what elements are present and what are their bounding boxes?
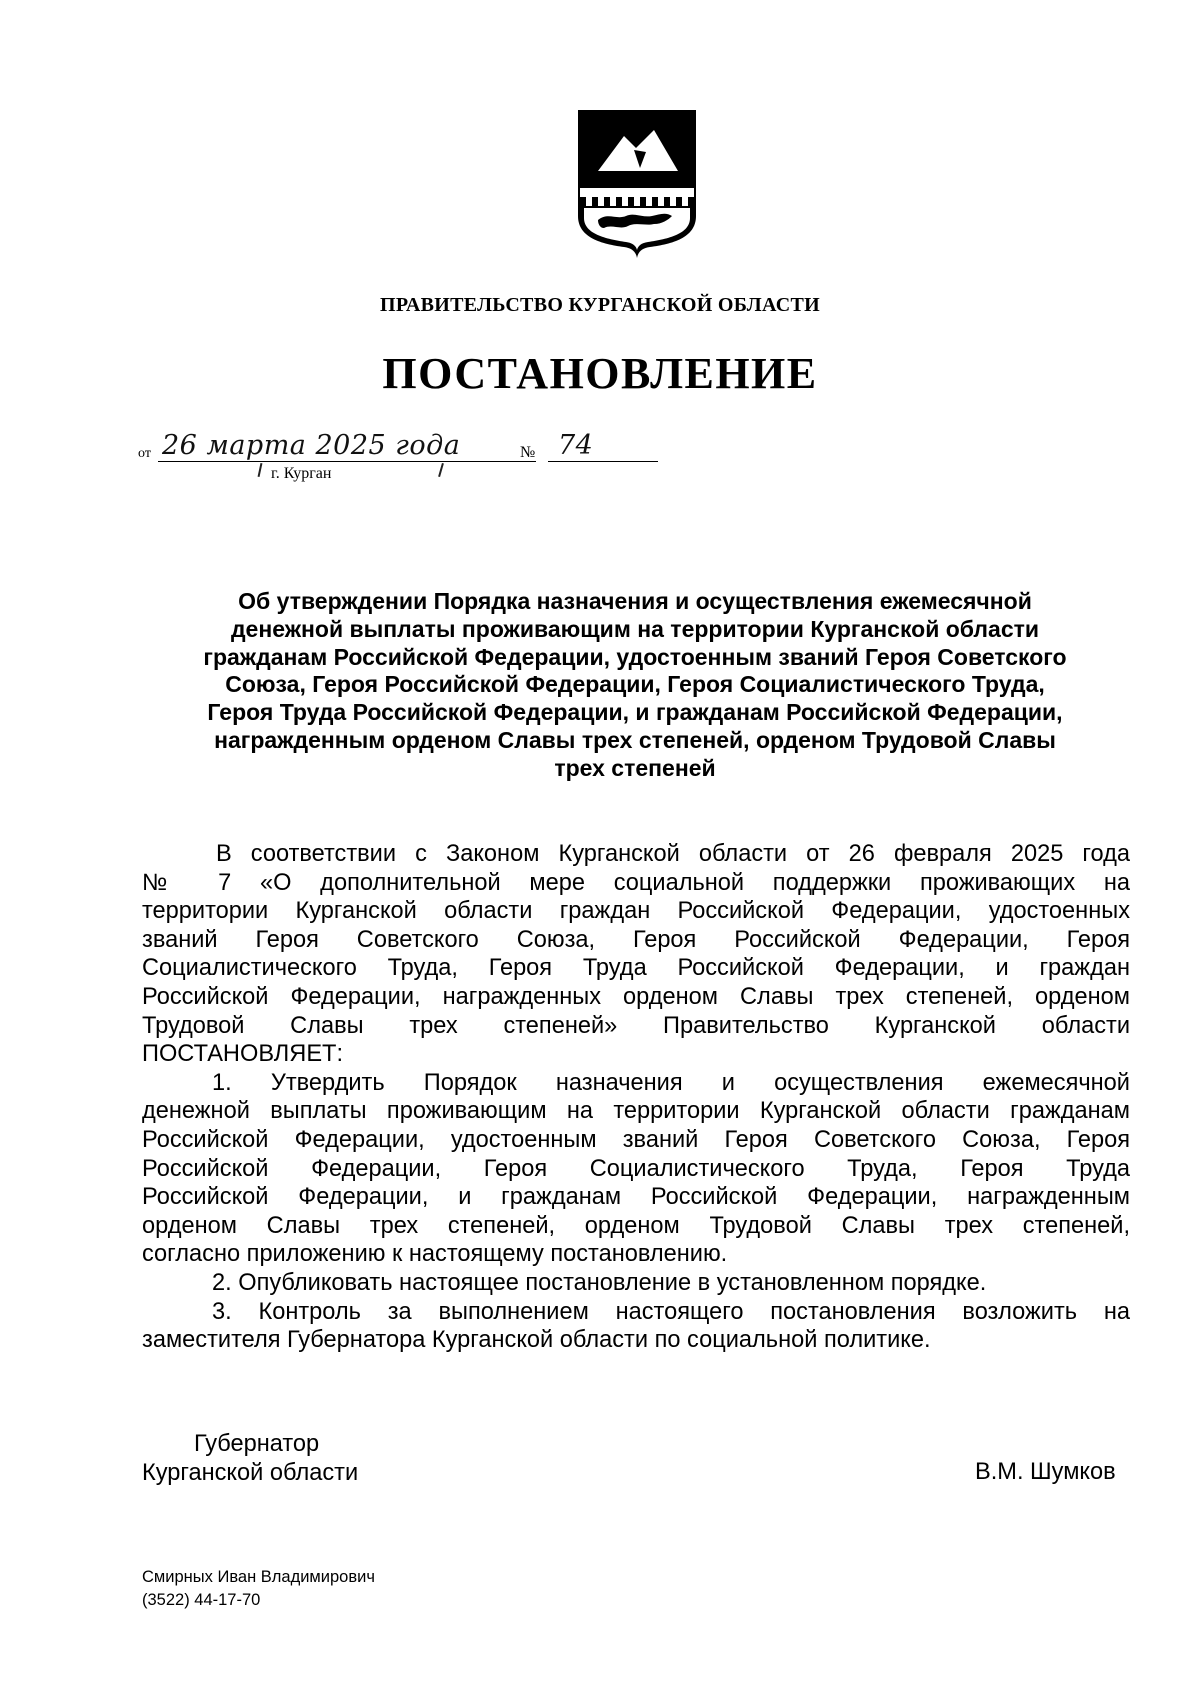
government-name: ПРАВИТЕЛЬСТВО КУРГАНСКОЙ ОБЛАСТИ: [380, 294, 820, 316]
body-line: В соответствии с Законом Курганской области от 26 февраля 2025 года: [216, 841, 1130, 867]
body-line: ПОСТАНОВЛЯЕТ:: [142, 1041, 344, 1068]
signatory-region: Курганской области: [142, 1460, 359, 1486]
document-date: 26 марта 2025 года: [162, 430, 461, 461]
body-line: Трудовой Славы трех степеней» Правительство Курганской области: [142, 1012, 1130, 1039]
body-line: территории Курганской области граждан Российской Федерации, удостоенных: [142, 898, 1130, 925]
number-label: №: [520, 444, 536, 461]
body-line: согласно приложению к настоящему постановлению.: [142, 1241, 728, 1268]
document-number: 74: [558, 430, 594, 461]
body-line: Российской Федерации, и гражданам Российской Федерации, награжденным: [142, 1184, 1130, 1211]
number-underline: [548, 461, 658, 462]
body-line: Российской Федерации, удостоенным званий Героя Советского Союза, Героя: [142, 1126, 1130, 1153]
document-type-title: ПОСТАНОВЛЕНИЕ: [382, 349, 818, 398]
document-subject: [140, 588, 1130, 783]
contact-phone: (3522) 44-17-70: [142, 1591, 261, 1609]
document-meta: [138, 430, 698, 482]
subject-line: денежной выплаты проживающим на территории Курганской области: [230, 615, 1040, 642]
handwriting-stroke: [258, 463, 263, 477]
body-line: 3. Контроль за выполнением настоящего постановления возложить на: [212, 1298, 1130, 1325]
date-underline: [158, 461, 536, 462]
signatory-title: [142, 1430, 358, 1488]
coat-of-arms-emblem: [576, 108, 698, 260]
body-line: Социалистического Труда, Героя Труда Российской Федерации, и граждан: [142, 955, 1130, 982]
subject-line: Об утверждении Порядка назначения и осуществления ежемесячной: [238, 588, 1032, 614]
document-city: г. Курган: [271, 465, 332, 482]
body-line: Российской Федерации, награжденных орденом Славы трех степеней, орденом: [142, 983, 1130, 1010]
signatory-name: В.М. Шумков: [975, 1459, 1116, 1485]
body-line: № 7 «О дополнительной мере социальной поддержки проживающих на: [142, 869, 1130, 896]
contact-name: Смирных Иван Владимирович: [142, 1568, 375, 1586]
document-body: [142, 840, 1130, 1355]
date-from-label: от: [138, 446, 151, 461]
body-line: званий Героя Советского Союза, Героя Российской Федерации, Героя: [142, 926, 1130, 953]
subject-line: Героя Труда Российской Федерации, и гражданам Российской Федерации,: [207, 699, 1063, 726]
subject-line: трех степеней: [554, 754, 716, 781]
body-line: 2. Опубликовать настоящее постановление в установленном порядке.: [212, 1269, 987, 1296]
subject-line: Союза, Героя Российской Федерации, Героя Социалистического Труда,: [225, 671, 1045, 698]
handwriting-stroke: [438, 463, 444, 477]
body-line: денежной выплаты проживающим на территории Курганской области гражданам: [142, 1098, 1130, 1125]
body-line: 1. Утвердить Порядок назначения и осуществления ежемесячной: [212, 1069, 1130, 1096]
contact-block: [142, 1566, 375, 1612]
body-line: заместителя Губернатора Курганской области по социальной политике.: [142, 1327, 931, 1354]
signatory-position: Губернатор: [194, 1431, 320, 1457]
body-line: Российской Федерации, Героя Социалистического Труда, Героя Труда: [142, 1155, 1130, 1182]
subject-line: гражданам Российской Федерации, удостоенным званий Героя Советского: [203, 643, 1067, 670]
body-line: орденом Славы трех степеней, орденом Трудовой Славы трех степеней,: [142, 1212, 1130, 1239]
subject-line: награжденным орденом Славы трех степеней, орденом Трудовой Славы: [214, 726, 1056, 753]
